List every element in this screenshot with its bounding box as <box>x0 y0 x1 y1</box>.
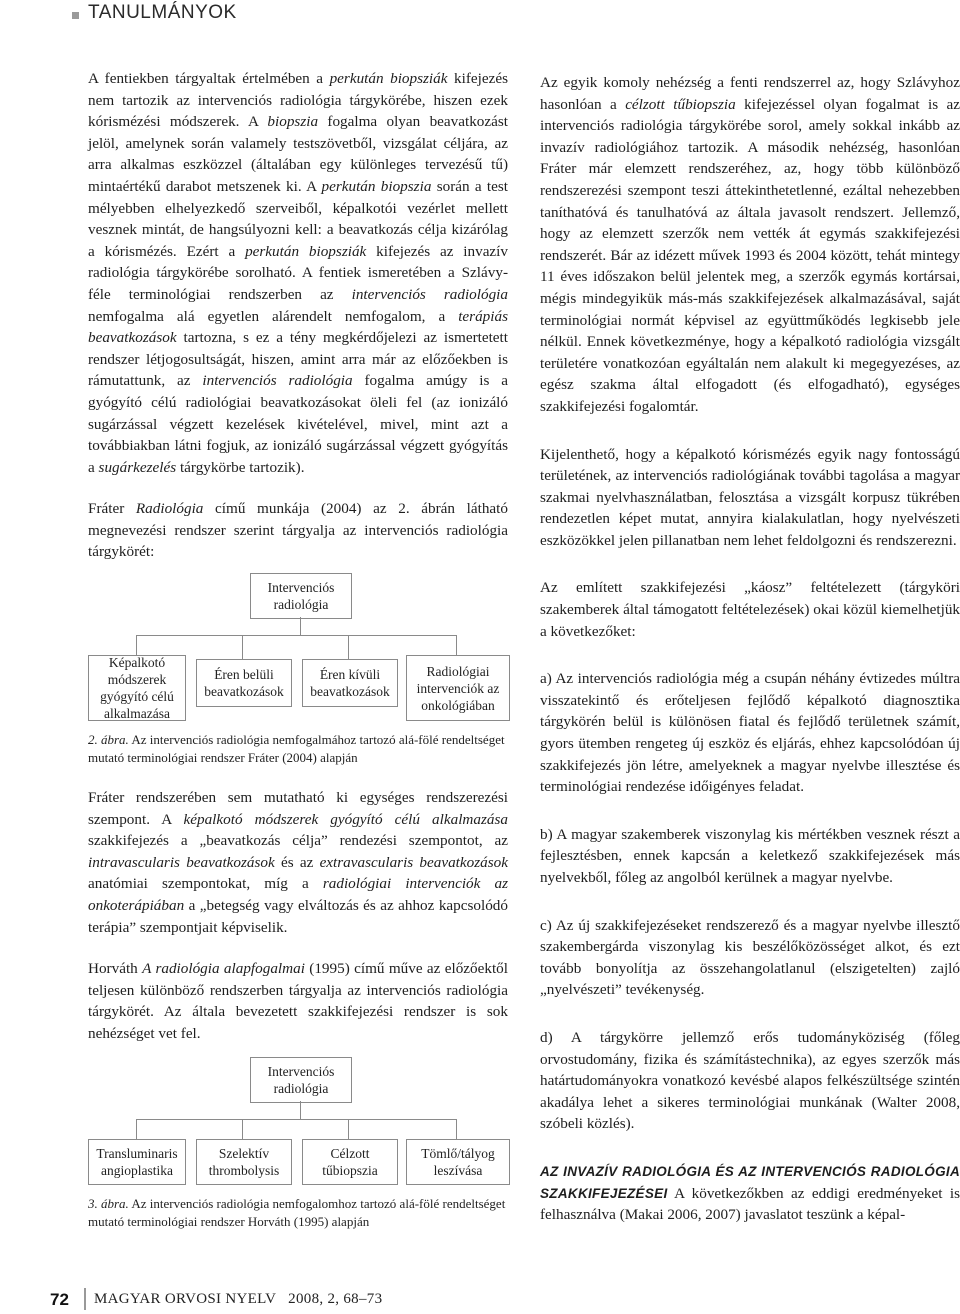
figure-2-diagram <box>88 573 508 723</box>
list-item: a) Az intervenciós radiológia még a csupán néhány évtizedes múltra visszatekintő és erőteljesen fejlődő képalkotó diagnosztika tárgykörén belül is különösen fiatal és fejlődő területnek számít, gyors ütemben rengeteg új eszköz és eljárás, ehhez kapcsolódóan új szakkifejezés jön létre, amelyeknek a magyar nyelvbe illesztése és terminológiai rendezése időigényes feladat. <box>540 670 960 796</box>
paragraph: AZ INVAZÍV RADIOLÓGIA ÉS AZ INTERVENCIÓS RADIOLÓGIA SZAKKIFEJEZÉSEI A következőkben az eddigi eredményeket is felhasználva (Makai 2006, 2007) javaslatot teszünk a képal- <box>540 1163 960 1224</box>
diagram-child-box: Célzott tűbiopszia <box>302 1139 398 1185</box>
connector <box>348 1119 349 1139</box>
diagram-child-box: Szelektív thrombolysis <box>196 1139 292 1185</box>
figure-2-caption: 2. ábra. Az intervenciós radiológia nemfogalmához tartozó alá-fölé rendeltséget mutató terminológiai rendszer Fráter (2004) alapján <box>88 732 505 766</box>
footer-divider <box>84 1288 86 1310</box>
page-number: 72 <box>50 1290 69 1309</box>
diagram-root-box: Intervenciós radiológia <box>250 1057 352 1103</box>
diagram-child-box: Transluminaris angioplastika <box>88 1139 186 1185</box>
connector <box>136 635 456 636</box>
diagram-child-box: Képalkotó módszerek gyógyító célú alkalmazása <box>88 655 186 721</box>
right-column <box>540 72 960 1246</box>
journal-citation: MAGYAR ORVOSI NYELV 2008, 2, 68–73 <box>94 1291 383 1307</box>
paragraph: Kijelenthető, hogy a képalkotó kórismézés egyik nagy fontosságú területének, az intervenciós radiológiának további tagolása a magyar szakmai nyelvhasználatban, felosztása a vizsgált korpusz tükrében rendezetlen képet mutat, annyira kialakulatlan, hogy nyelvészeti eszközökkel jelen pillanatban nem lehet feldolgozni és rendszerezni. <box>540 445 960 549</box>
header-square-icon <box>72 12 79 19</box>
paragraph: Fráter rendszerében sem mutatható ki egységes rendszerezési szempont. A képalkotó módszerek gyógyító célú alkalmazása szakkifejezés a „beavatkozás célja” rendezési szempontot, az intravascularis beavatkozások és az extravascularis beavatkozások anatómiai szempontokat, míg a radiológiai intervenciók az onkoterápiában a „betegség vagy elváltozás és az ahhoz kapcsolódó terápia” szempontjait képviselik. <box>88 789 508 936</box>
paragraph: Fráter Radiológia című munkája (2004) az 2. ábrán látható megnevezési rendszer szerint tárgyalja az intervenciós radiológia tárgykörét: <box>88 500 508 561</box>
connector <box>300 1101 301 1119</box>
connector <box>348 635 349 659</box>
figure-3-diagram <box>88 1057 508 1187</box>
connector <box>136 1119 456 1120</box>
section-heading: AZ INVAZÍV RADIOLÓGIA ÉS AZ INTERVENCIÓS RADIOLÓGIA SZAKKIFEJEZÉSEI <box>540 1163 960 1201</box>
list-item: c) Az új szakkifejezéseket rendszerező és a magyar nyelvbe illesztő szakembergárda viszonylag kis beszélőközösséget alkot, és ezt tovább bonyolítja az összehangolatlanul (elszigetelten) zajló „nyelvészeti” tevékenység. <box>540 916 960 999</box>
connector <box>242 1119 243 1139</box>
connector <box>136 1119 137 1139</box>
diagram-child-box: Éren belüli beavatkozások <box>196 659 292 707</box>
running-header <box>0 0 960 28</box>
paragraph: A fentiekben tárgyaltak értelmében a perkután biopsziák kifejezés nem tartozik az intervenciós radiológia tárgykörébe, hiszen ezek kórismézési módszerek. A biopszia fogalma olyan beavatkozást jelöl, amelynek során valamely testszövetből, vizsgálat céljára, az arra alkalmas eszközzel (általában egy különleges tervezésű tű) mintaértékű darabot metszenek ki. A perkután biopszia során a test mélyebben elhelyezkedő szerveiből, képalkotói vezérlet mellett vesznek mintát, de hangsúlyozni kell: a beavatkozás célja kizárólag a kórismézés. Ezért a perkután biopsziák kifejezés az invazív radiológia tárgykörébe sorolható. A fentiek ismeretében a Szlávy-féle terminológiai rendszerben az intervenciós radiológia nemfogalma alá egyetlen alárendelt nemfogalom, a terápiás beavatkozások tartozna, s ez a tény megkérdőjelezi az ismertetett rendszer létjogosultságát, hiszen, amint arra már az előzőekben is rámutattunk, az intervenciós radiológia fogalma amúgy is a gyógyító célú radiológiai beavatkozásokat öleli fel (az ionizáló sugárzással végzett kezelések kivételével, mivel, mint azt a továbbiakban látni fogjuk, az ionizáló sugárzással végzett gyógyítás a sugárkezelés tárgykörbe tartozik). <box>88 70 509 476</box>
connector <box>300 617 301 635</box>
connector <box>456 635 457 655</box>
diagram-child-box: Éren kívüli beavatkozások <box>302 659 398 707</box>
diagram-child-box: Tömlő/tályog leszívása <box>406 1139 510 1185</box>
section-title: TANULMÁNYOK <box>88 2 237 23</box>
connector <box>456 1119 457 1139</box>
diagram-child-box: Radiológiai intervenciók az onkológiában <box>406 655 510 721</box>
connector <box>136 635 137 655</box>
paragraph: Az egyik komoly nehézség a fenti rendszerrel az, hogy Szlávyhoz hasonlóan a célzott tűbiopszia kifejezéssel olyan fogalmat is az intervenciós radiológia tárgykörébe sorol, amely sokkal inkább az invazív radiológiához tartozik. A második nehézség, hasonlóan Fráter már elemzett rendszeréhez, az, hogy több különböző rendszerezési szempont teszi áttekinthetetlenné, ezáltal nehezebben taníthatóvá és tanulhatóvá az általa javasolt rendszert. Jellemző, hogy az elemzett szerzők nem vették át egymás szakkifejezési rendszerét. Bár az idézett művek 1993 és 2004 között, tehát mintegy 11 éves időszakon belül jelentek meg, a szerzők egymás kortársai, mégis mindegyikük más-más szakkifejezések alkalmazásával, saját terminológiai normát képvisel az együttműködés legkisebb jele nélkül. Ennek következménye, hogy a képalkotó radiológia vizsgált területére vonatkozóan egyáltalán nem alakult ki megegyezéses, az egész szakma által elfogadott (és elfogadható), egységes szakkifejezési fogalomtár. <box>540 74 960 415</box>
paragraph: Az említett szakkifejezési „káosz” feltételezett (tárgyköri szakemberek által támogatott feltételezések) okai közül kiemelhetjük a következőket: <box>540 579 960 640</box>
figure-3-caption: 3. ábra. Az intervenciós radiológia nemfogalomhoz tartozó alá-fölé rendeltséget mutató terminológiai rendszer Horváth (1995) alapján <box>88 1195 506 1229</box>
list-item: b) A magyar szakemberek viszonylag kis mértékben vesznek részt a fejlesztésben, ennek kapcsán a keletkező szakkifejezések más nyelvekből, főleg az angolból kerülnek a magyar nyelvbe. <box>540 825 960 886</box>
left-column <box>88 68 508 1251</box>
diagram-root-box: Intervenciós radiológia <box>250 573 352 619</box>
connector <box>242 635 243 659</box>
paragraph: Horváth A radiológia alapfogalmai (1995) című műve az előzőektől teljesen különböző rendszerben tárgyalja az intervenciós radiológia tárgykörét. Az általa bevezetett szakkifejezési rendszer is sok nehézséget vet fel. <box>88 960 508 1042</box>
list-item: d) A tárgykörre jellemző erős tudományköziség (főleg orvostudomány, fizika és számítástechnika), az egyes szerzők más határtudományokra vonatkozó kevésbé alapos felkészültsége szintén akadálya lehet a sikeres terminológiai munkának (Walter 2008, szóbeli közlés). <box>540 1028 960 1133</box>
